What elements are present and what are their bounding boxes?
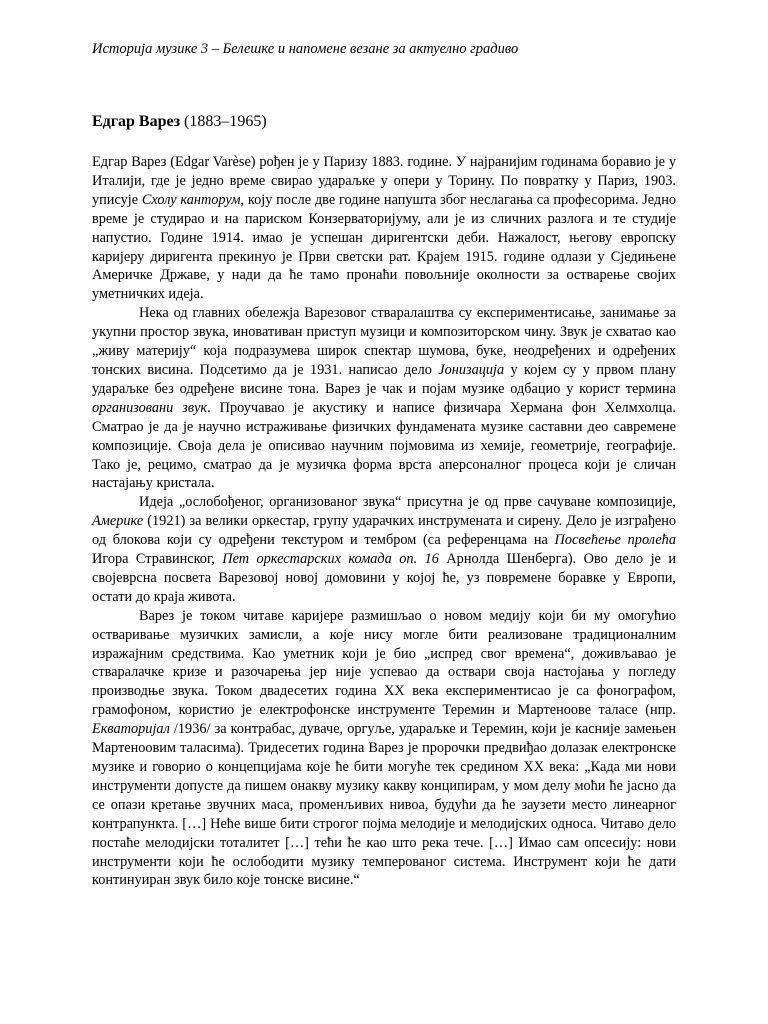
paragraph-new-medium: Варез је током читаве каријере размишљао о новом медију који би му омогућио остваривање музичких замисли, а које нису могле бити реализоване традиционалним изражајним средствима. Као уметник који је био „испред свог времена“, доживљавао је стваралачке кризе и разочарења јер није успевао да оствари своја настојања у погледу производње звука. Током двадесетих година XX века експериментисао је са фонографом, грамофоном, користио је електрофонске инструменте Теремин и Мартеноове таласе (нпр. Екваторијал /1936/ за контрабас, дуваче, оргуље, удараљке и Теремин, који је касније замењен Мартеноовим таласима). Тридесетих година Варез је пророчки предвиђао долазак електронске музике и говорио о концепцијама које ће бити могуће тек средином XX века: „Када ми нови инструменти допусте да пишем онакву музику какву конципирам, у мом делу моћи ће јасно да се опази кретање звучних маса, променљивих нивоа, будући да ће заузети место линеарног контрапункта. […] Неће више бити строгог појма мелодије и мелодијских односа. Читаво дело постаће мелодијски тоталитет […] тећи ће као што река тече. […] Имао сам опсесију: нови инструменти који ће ослободити музику темперованог система. Инструмент који ће дати континуиран звук било које тонске висине.“	[92, 607, 676, 889]
schola-cantorum-title: Схолу канторум	[141, 191, 241, 208]
paragraph-biography: Едгар Варез (Edgar Varèse) рођен је у Паризу 1883. године. У најранијим годинама боравио је у Италији, где је једно време свирао удараљке у опери у Торину. По повратку у Париз, 1903. уписује Схолу канторум, коју после две године напушта због неслагања са професорима. Једно време је студирао и на париском Конзерваторијуму, али је из сличних разлога и те студије напустио. Године 1914. имао је успешан диригентски деби. Нажалост, његову европску каријеру диригента прекинуо је Први светски рат. Крајем 1915. године одлази у Сједињене Америчке Државе, у нади да ће тамо пронаћи повољније околности за остварење својих уметничких идеја.	[92, 154, 677, 303]
work-title-rite-of-spring: Посвећење пролећа	[554, 532, 676, 549]
composer-name: Едгар Варез	[92, 113, 181, 130]
section-title	[92, 113, 267, 131]
term-organized-sound: организовани звук	[92, 399, 208, 416]
work-title-ameriques: Америке	[92, 513, 144, 530]
work-title-five-pieces: Пет оркестарских комада оп. 16	[222, 551, 439, 568]
work-title-ionisation: Јонизација	[438, 361, 505, 378]
paragraph-aesthetics: Нека од главних обележја Варезовог стваралаштва су експериментисање, занимање за укупни простор звука, иновативан приступ музици и композиторском чину. Звук је схватао као „живу материју“ која подразумева широк спектар шумова, буке, неодређених и одређених тонских висина. Подсетимо да је 1931. написао дело Јонизација у којем су у првом плану удараљке без одређене висине тона. Варез је чак и појам музике одбацио у корист термина организовани звук. Проучавао је акустику и написе физичара Хермана фон Хелмхолца. Сматрао је да је научно истраживање физичких фундамената музике саставни део савремене композиције. Своја дела је описивао научним појмовима из хемије, геометрије, географије. Тако је, рецимо, сматрао да је музичка форма врста аперсоналног процеса који је сличан настајању кристала.	[92, 305, 676, 492]
paragraph-ameriques: Идеја „ослобођеног, организованог звука“ присутна је од прве сачуване композиције, Америке (1921) за велики оркестар, групу ударачких инструмената и сирену. Дело је изграђено од блокова који су одређени текстуром и тембром (са референцама на Посвећење пролећа Игора Стравинског, Пет оркестарских комада оп. 16 Арнолда Шенберга). Ово дело је и својеврсна посвета Варезовој новој домовини у којој ће, уз повремене боравке у Европи, остати до краја живота.	[92, 494, 677, 605]
composer-years: (1883–1965)	[184, 113, 267, 130]
running-header: Историја музике 3 – Белешке и напомене везане за актуелно градиво	[92, 41, 519, 57]
work-title-ecuatorial: Екваторијал	[92, 721, 170, 738]
body-text	[92, 153, 676, 890]
